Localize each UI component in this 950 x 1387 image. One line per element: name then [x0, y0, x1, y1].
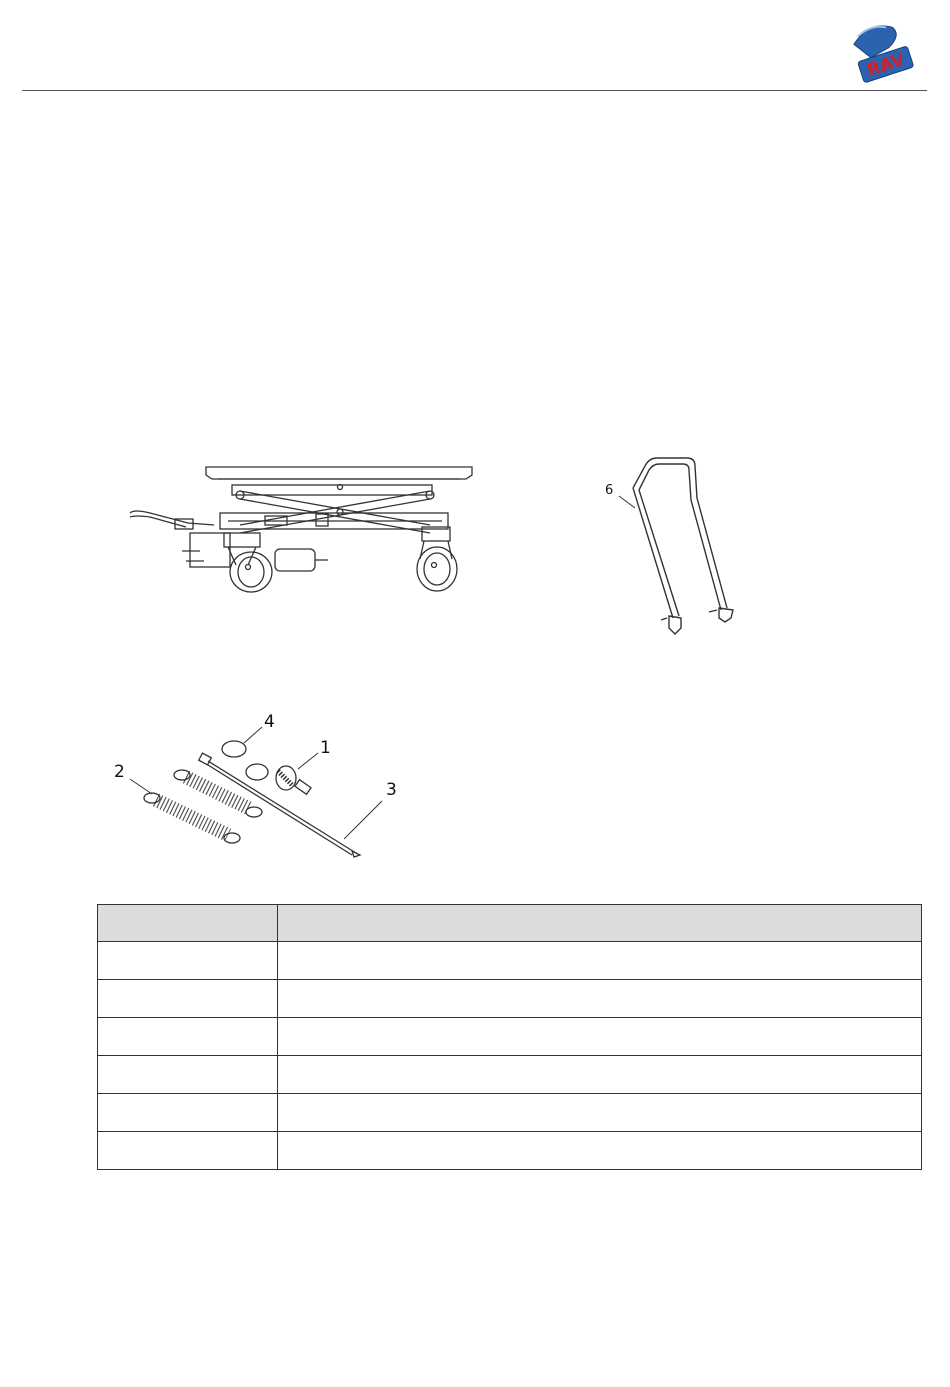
header-cell-part-number — [98, 905, 278, 942]
table-cell — [278, 1018, 922, 1056]
push-handle-figure — [595, 448, 755, 653]
table-cell — [278, 1094, 922, 1132]
callout-6: 6 — [605, 483, 614, 498]
callout-3: 3 — [386, 780, 397, 800]
table-row — [98, 1132, 922, 1170]
callout-1: 1 — [320, 738, 331, 758]
table-cell — [278, 980, 922, 1018]
spring-1 — [144, 793, 240, 843]
table-cell — [278, 1132, 922, 1170]
table-cell — [98, 942, 278, 980]
table-cell — [98, 1056, 278, 1094]
spare-parts-figure — [110, 705, 400, 865]
table-row — [98, 1094, 922, 1132]
rav-logo — [850, 20, 914, 86]
callout-4: 4 — [264, 712, 275, 732]
callout-2: 2 — [114, 762, 125, 782]
parts-table — [97, 904, 922, 1170]
table-row — [98, 980, 922, 1018]
table-header-row — [98, 905, 922, 942]
table-cell — [278, 942, 922, 980]
table-row — [98, 1056, 922, 1094]
table-cell — [278, 1056, 922, 1094]
table-cell — [98, 980, 278, 1018]
table-cell — [98, 1018, 278, 1056]
table-cell — [98, 1094, 278, 1132]
table-row — [98, 1018, 922, 1056]
table-row — [98, 942, 922, 980]
lift-table-figure — [120, 455, 490, 605]
logo-lettering: RAV — [864, 49, 908, 81]
table-cell — [98, 1132, 278, 1170]
header-rule — [22, 90, 927, 91]
header-cell-description — [278, 905, 922, 942]
